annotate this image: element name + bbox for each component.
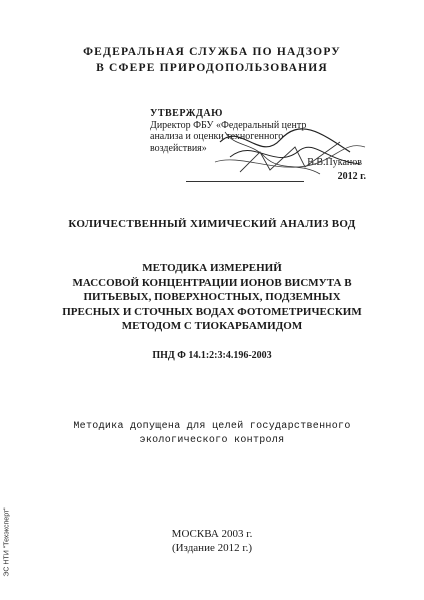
admission-note xyxy=(0,420,424,448)
agency-line-1: ФЕДЕРАЛЬНАЯ СЛУЖБА ПО НАДЗОРУ xyxy=(83,46,341,58)
admission-line-2: экологического контроля xyxy=(139,435,285,446)
approval-position-2: анализа и оценки техногенного xyxy=(150,131,284,142)
city-year: МОСКВА 2003 г. xyxy=(171,528,253,540)
date-line xyxy=(186,181,304,182)
agency-line-2: В СФЕРЕ ПРИРОДОПОЛЬЗОВАНИЯ xyxy=(96,62,328,74)
method-line-1: МЕТОДИКА ИЗМЕРЕНИЙ xyxy=(142,262,282,274)
method-line-4: ПРЕСНЫХ И СТОЧНЫХ ВОДАХ ФОТОМЕТРИЧЕСКИМ xyxy=(62,305,362,318)
edition-year: (Издание 2012 г.) xyxy=(171,542,253,554)
method-line-5: МЕТОДОМ С ТИОКАРБАМИДОМ xyxy=(121,320,303,332)
approval-position-3: воздействия» xyxy=(150,142,207,154)
method-line-3: ПИТЬЕВЫХ, ПОВЕРХНОСТНЫХ, ПОДЗЕМНЫХ xyxy=(83,291,341,303)
approval-heading: УТВЕРЖДАЮ xyxy=(150,108,223,119)
source-stamp xyxy=(1,492,13,592)
method-title xyxy=(62,261,362,334)
agency-header xyxy=(0,44,424,76)
approval-date-row xyxy=(150,171,380,185)
stamp-text: ЭС НТИ "Техэксперт" xyxy=(3,507,11,577)
signer-name: В.В.Пуканов xyxy=(307,157,362,168)
admission-line-1: Методика допущена для целей государственного xyxy=(73,421,351,432)
publication-footer xyxy=(0,527,424,555)
approval-position-1: Директор ФБУ «Федеральный центр xyxy=(150,119,307,131)
method-line-2: МАССОВОЙ КОНЦЕНТРАЦИИ ИОНОВ ВИСМУТА В xyxy=(72,276,352,289)
approval-year: 2012 г. xyxy=(337,171,366,182)
approval-block xyxy=(150,108,380,185)
signer-row xyxy=(150,155,380,171)
document-subject: КОЛИЧЕСТВЕННЫЙ ХИМИЧЕСКИЙ АНАЛИЗ ВОД xyxy=(68,218,356,230)
document-code: ПНД Ф 14.1:2:3:4.196-2003 xyxy=(152,350,272,361)
